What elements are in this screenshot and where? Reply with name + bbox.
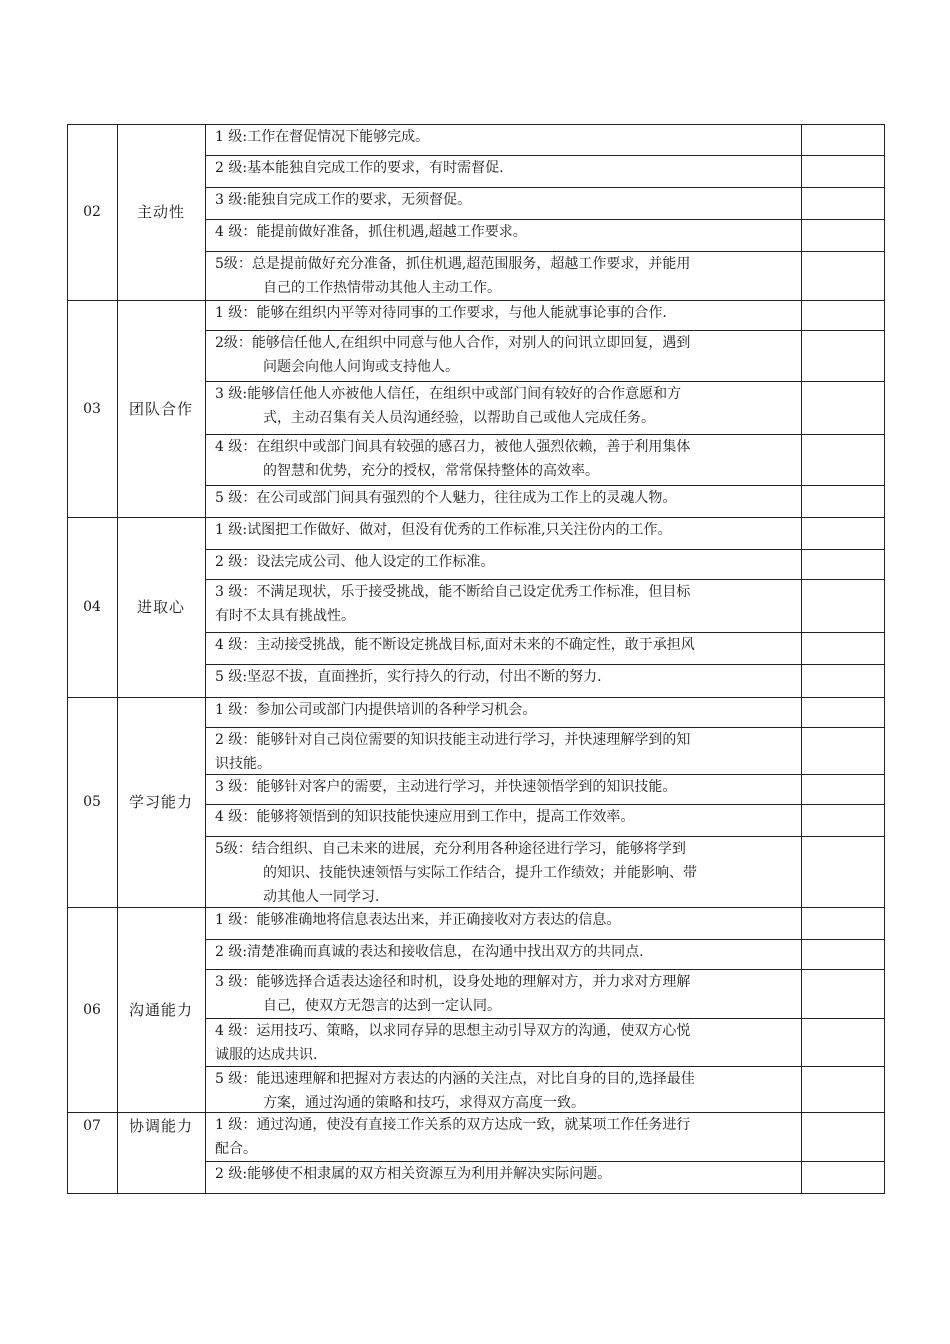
level-description: 2 级：设法完成公司、他人设定的工作标准。 xyxy=(215,554,495,570)
level-description: 5级：总是提前做好充分准备，抓住机遇,超范围服务，超越工作要求，并能用 xyxy=(215,256,691,272)
level-description: 3 级：能够针对客户的需要，主动进行学习，并快速领悟学到的知识技能。 xyxy=(215,779,677,795)
level-description: 动其他人一同学习. xyxy=(263,889,380,905)
table-border xyxy=(67,124,68,1194)
level-description: 4 级：在组织中或部门间具有较强的感召力，被他人强烈依赖，善于利用集体 xyxy=(215,439,691,455)
competency-name: 沟通能力 xyxy=(128,1000,193,1019)
level-description: 自己，使双方无怨言的达到一定认同。 xyxy=(263,998,501,1014)
item-number: 05 xyxy=(83,794,101,810)
item-number: 07 xyxy=(83,1118,101,1134)
table-border xyxy=(884,124,885,1194)
level-description: 4 级：运用技巧、策略，以求同存异的思想主动引导双方的沟通，使双方心悦 xyxy=(215,1023,691,1039)
competency-name: 团队合作 xyxy=(128,399,193,418)
level-description: 1 级：能够在组织内平等对待同事的工作要求，与他人能就事论事的合作. xyxy=(215,305,667,321)
level-description: 问题会向他人问询或支持他人。 xyxy=(263,359,459,375)
level-description: 3 级:能独自完成工作的要求，无须督促。 xyxy=(215,192,472,208)
level-description: 诚服的达成共识. xyxy=(215,1047,318,1063)
item-number: 02 xyxy=(83,204,101,220)
competency-name: 协调能力 xyxy=(128,1117,193,1135)
level-description: 5级：结合组织、自己未来的进展，充分利用各种途径进行学习，能够将学到 xyxy=(215,841,686,857)
item-number: 06 xyxy=(83,1001,101,1018)
level-description: 2 级:基本能独自完成工作的要求，有时需督促. xyxy=(215,160,504,176)
table-border xyxy=(117,124,118,1194)
level-description: 配合。 xyxy=(215,1141,257,1157)
level-description: 2 级:能够使不相隶属的双方相关资源互为利用并解决实际问题。 xyxy=(215,1166,612,1182)
level-description: 的智慧和优势，充分的授权，常常保持整体的高效率。 xyxy=(263,463,599,479)
competency-name: 学习能力 xyxy=(128,793,193,811)
level-description: 1 级：能够准确地将信息表达出来，并正确接收对方表达的信息。 xyxy=(215,912,621,928)
level-description: 2级：能够信任他人,在组织中同意与他人合作，对别人的问讯立即回复，遇到 xyxy=(215,335,691,351)
level-description: 3 级：不满足现状，乐于接受挑战，能不断给自己设定优秀工作标准，但目标 xyxy=(215,584,691,600)
level-description: 有时不太具有挑战性。 xyxy=(215,608,355,624)
level-description: 1 级:试图把工作做好、做对，但没有优秀的工作标准,只关注份内的工作。 xyxy=(215,522,672,538)
level-description: 2 级:清楚准确而真诚的表达和接收信息，在沟通中找出双方的共同点. xyxy=(215,944,644,960)
item-number: 03 xyxy=(83,400,101,417)
level-description: 3 级：能够选择合适表达途径和时机，设身处地的理解对方，并力求对方理解 xyxy=(215,974,691,990)
competency-table xyxy=(67,124,885,1194)
item-number: 04 xyxy=(83,599,101,615)
level-description: 3 级:能够信任他人亦被他人信任，在组织中或部门间有较好的合作意愿和方 xyxy=(215,386,682,402)
level-description: 1 级：参加公司或部门内提供培训的各种学习机会。 xyxy=(215,702,537,718)
level-description: 4 级：能提前做好准备，抓住机遇,超越工作要求。 xyxy=(215,224,527,240)
level-description: 1 级：通过沟通，使没有直接工作关系的双方达成一致，就某项工作任务进行 xyxy=(215,1117,691,1133)
competency-name: 进取心 xyxy=(136,598,185,616)
table-border xyxy=(205,124,206,1194)
level-description: 自己的工作热情带动其他人主动工作。 xyxy=(263,280,501,296)
level-description: 识技能。 xyxy=(215,756,271,772)
table-border xyxy=(67,1193,885,1194)
level-description: 5 级:坚忍不拔，直面挫折，实行持久的行动，付出不断的努力. xyxy=(215,669,602,685)
level-description: 5 级：能迅速理解和把握对方表达的内涵的关注点，对比自身的目的,选择最佳 xyxy=(215,1071,695,1087)
level-description: 的知识、技能快速领悟与实际工作结合，提升工作绩效；并能影响、带 xyxy=(263,865,697,881)
level-description: 4 级：主动接受挑战，能不断设定挑战目标,面对未来的不确定性，敢于承担风 xyxy=(215,637,695,653)
competency-name: 主动性 xyxy=(136,203,185,221)
level-description: 5 级：在公司或部门间具有强烈的个人魅力，往往成为工作上的灵魂人物。 xyxy=(215,490,677,506)
level-description: 4 级：能够将领悟到的知识技能快速应用到工作中，提高工作效率。 xyxy=(215,809,635,825)
level-description: 1 级:工作在督促情况下能够完成。 xyxy=(215,129,430,145)
level-description: 方案，通过沟通的策略和技巧，求得双方高度一致。 xyxy=(263,1095,585,1111)
level-description: 式，主动召集有关人员沟通经验，以帮助自己或他人完成任务。 xyxy=(263,410,655,426)
table-border xyxy=(801,124,802,1194)
level-description: 2 级：能够针对自己岗位需要的知识技能主动进行学习，并快速理解学到的知 xyxy=(215,732,691,748)
